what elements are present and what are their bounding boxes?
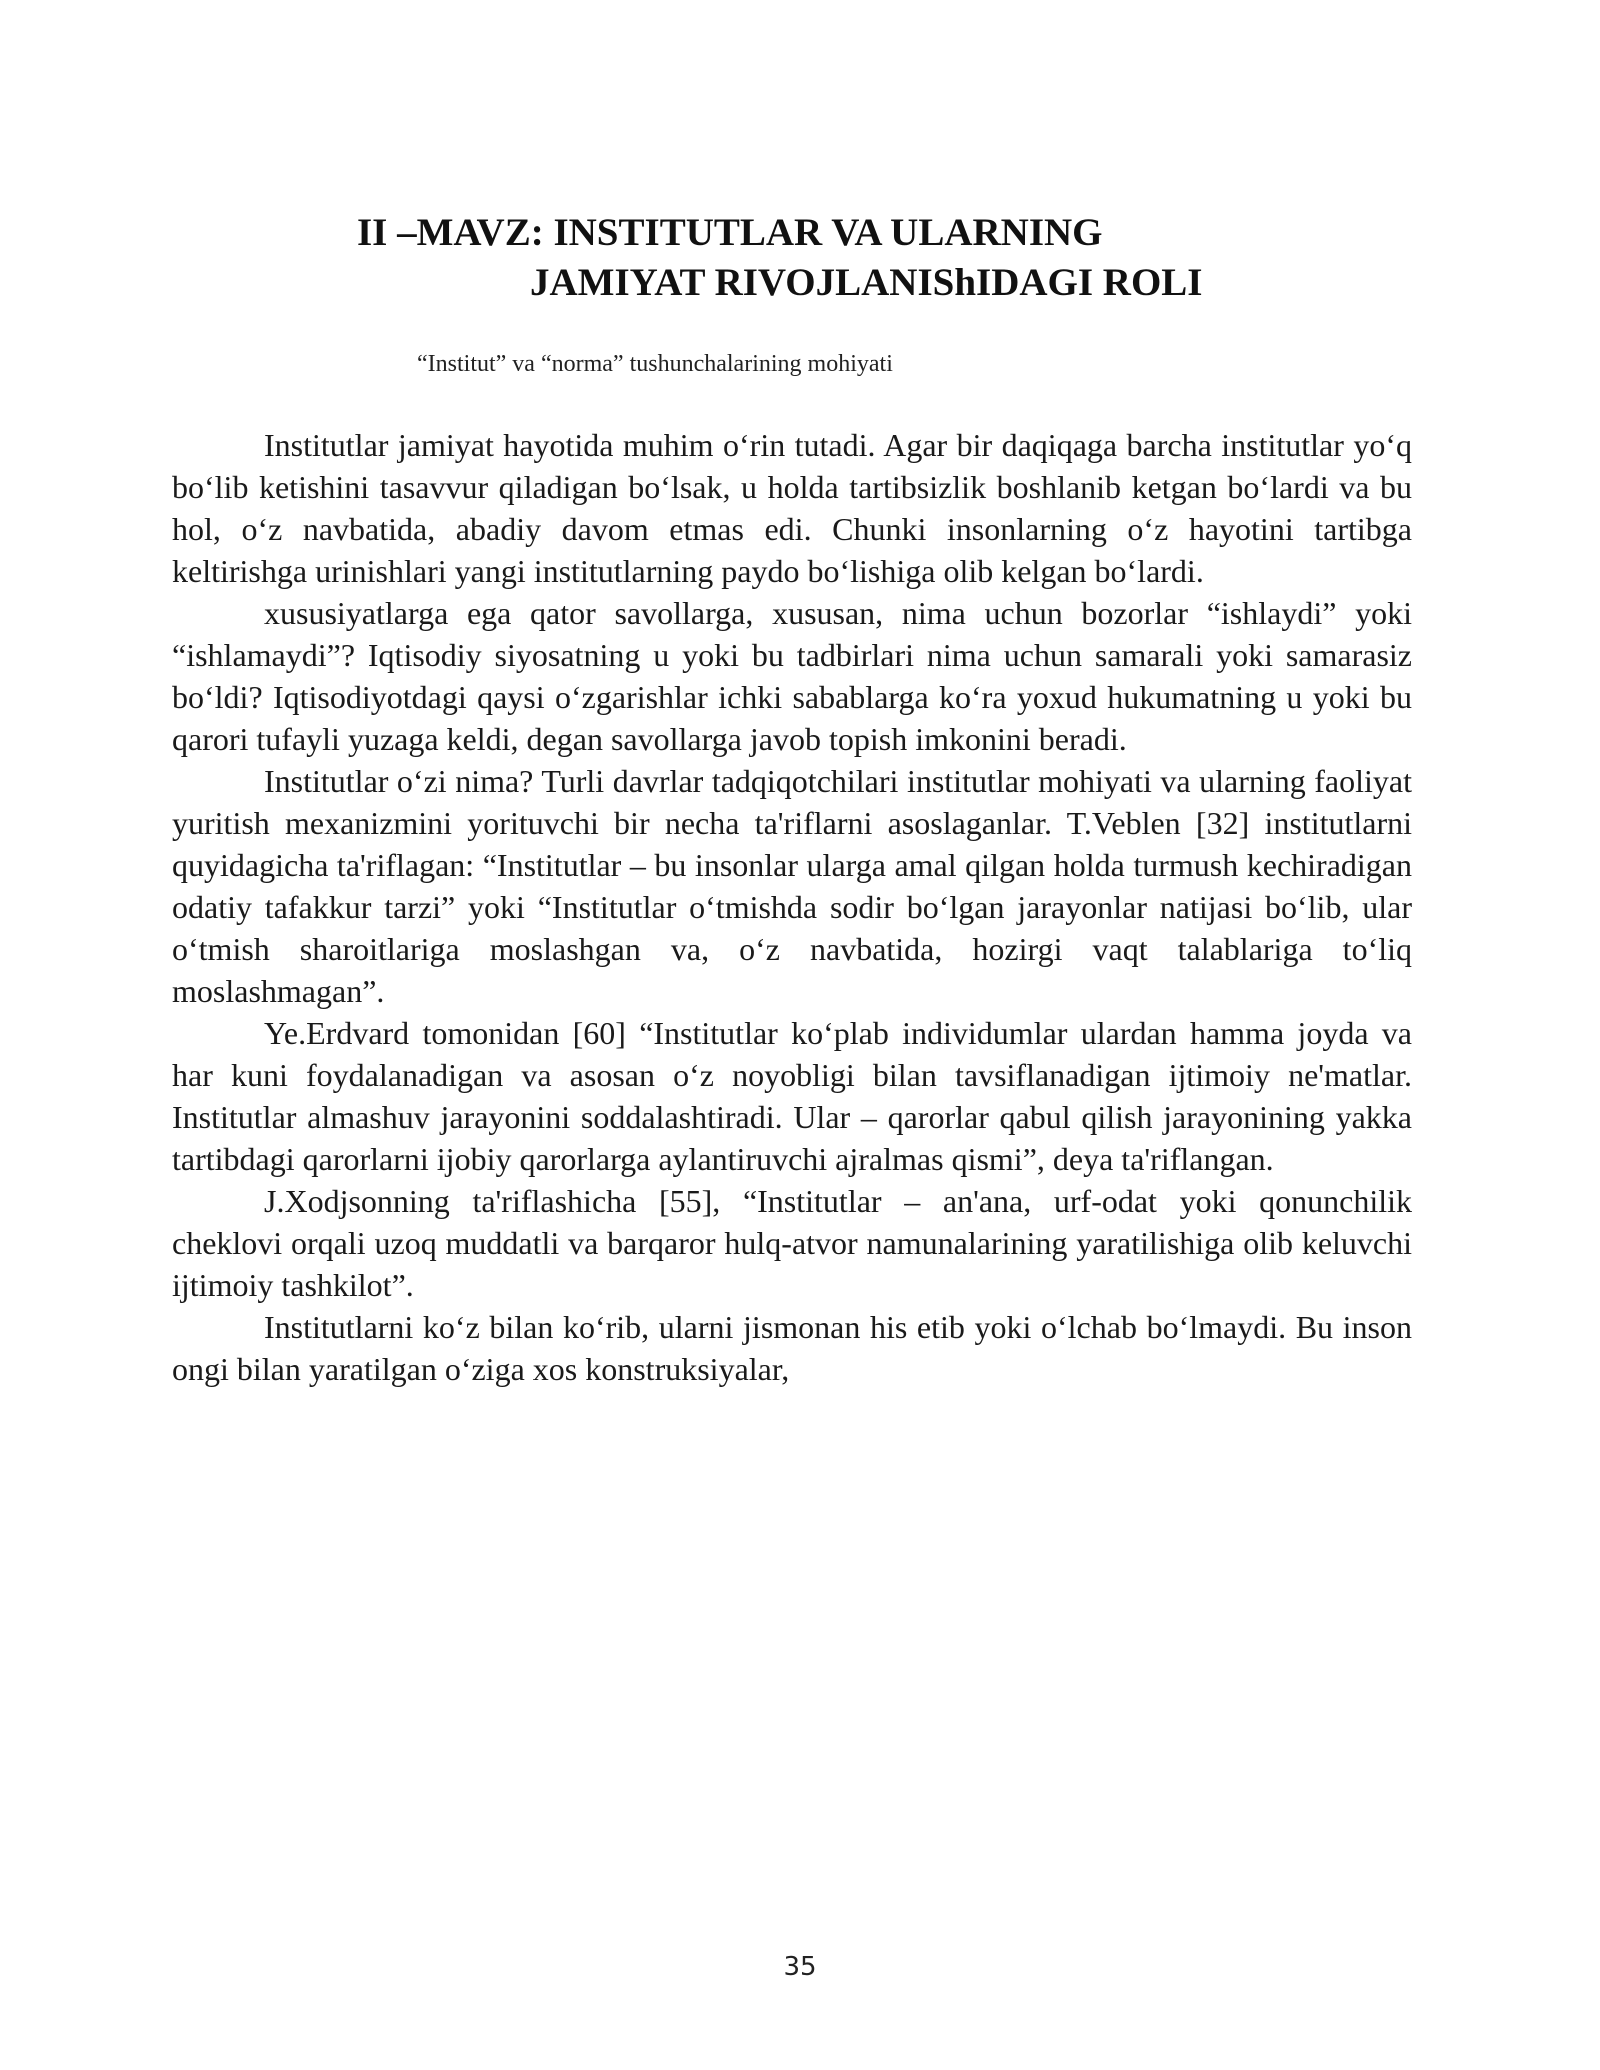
paragraph-5: J.Xodjsonning ta'riflashicha [55], “Institutlar – an'ana, urf-odat yoki qonunchilik cheklovi orqali uzoq muddatli va barqaror hulq-atvor namunalarining yaratilishiga olib keluvchi ijtimoiy tashkilot”. (172, 1183, 1412, 1303)
chapter-title-line-1: II –MAVZ: INSTITUTLAR VA ULARNING (357, 211, 1103, 254)
paragraph-2: xususiyatlarga ega qator savollarga, xususan, nima uchun bozorlar “ishlaydi” yoki “ishlamaydi”? Iqtisodiy siyosatning u yoki bu tadbirlari nima uchun samarali yoki samarasiz bo‘ldi? Iqtisodiyotdagi qaysi o‘zgarishlar ichki sabablarga ko‘ra yoxud hukumatning u yoki bu qarori tufayli yuzaga keldi, degan savollarga javob topish imkonini beradi. (172, 595, 1412, 757)
paragraph-6: Institutlarni ko‘z bilan ko‘rib, ularni jismonan his etib yoki o‘lchab bo‘lmaydi. Bu inson ongi bilan yaratilgan o‘ziga xos konstruksiyalar, (172, 1309, 1412, 1387)
paragraph-1: Institutlar jamiyat hayotida muhim o‘rin tutadi. Agar bir daqiqaga barcha institutlar yo‘q bo‘lib ketishini tasavvur qiladigan bo‘lsak, u holda tartibsizlik boshlanib ketgan bo‘lardi va bu hol, o‘z navbatida, abadiy davom etmas edi. Chunki insonlarning o‘z hayotini tartibga keltirishga urinishlari yangi institutlarning paydo bo‘lishiga olib kelgan bo‘lardi. (172, 427, 1412, 589)
body-text (172, 424, 1412, 1390)
paragraph-4: Ye.Erdvard tomonidan [60] “Institutlar ko‘plab individumlar ulardan hamma joyda va har kuni foydalanadigan va asosan o‘z noyobligi bilan tavsiflanadigan ijtimoiy ne'matlar. Institutlar almashuv jarayonini soddalashtiradi. Ular – qarorlar qabul qilish jarayonining yakka tartibdagi qarorlarni ijobiy qarorlarga aylantiruvchi ajralmas qismi”, deya ta'riflangan. (172, 1015, 1412, 1177)
page-number: 35 (783, 1952, 817, 1982)
section-subtitle: “Institut” va “norma” tushunchalarining mohiyati (417, 351, 893, 377)
paragraph-3: Institutlar o‘zi nima? Turli davrlar tadqiqotchilari institutlar mohiyati va ularning faoliyat yuritish mexanizmini yorituvchi bir necha ta'riflarni asoslaganlar. T.Veblen [32] institutlarni quyidagicha ta'riflagan: “Institutlar – bu insonlar ularga amal qilgan holda turmush kechiradigan odatiy tafakkur tarzi” yoki “Institutlar o‘tmishda sodir bo‘lgan jarayonlar natijasi bo‘lib, ular o‘tmish sharoitlariga moslashgan va, o‘z navbatida, hozirgi vaqt talablariga to‘liq moslashmagan”. (172, 763, 1412, 1009)
chapter-title-line-2: JAMIYAT RIVOJLANIShIDAGI ROLI (530, 261, 1203, 304)
